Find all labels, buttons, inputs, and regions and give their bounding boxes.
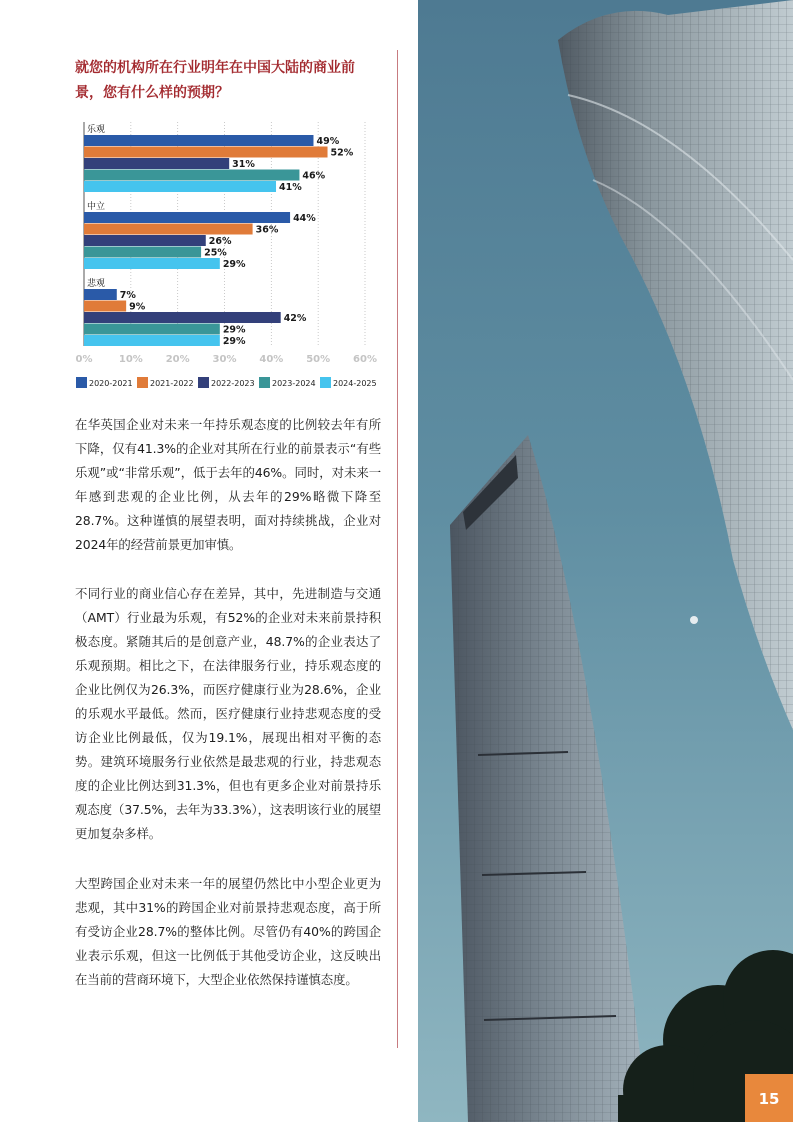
legend-swatch xyxy=(137,377,148,388)
body-paragraph-1: 在华英国企业对未来一年持乐观态度的比例较去年有所下降，仅有41.3%的企业对其所在行业的前景表示“有些乐观”或“非常乐观”，低于去年的46%。同时，对未来一年感到悲观的企业比例，从去年的29%略微下降至28.7%。这种谨慎的展望表明，面对持续挑战，企业对2024年的经营前景更加审慎。 xyxy=(75,417,381,552)
legend-label: 2023-2024 xyxy=(272,379,316,388)
legend-swatch xyxy=(320,377,331,388)
bar-chart xyxy=(66,116,386,372)
x-tick-label: 30% xyxy=(212,354,237,365)
data-label: 36% xyxy=(255,224,279,236)
x-tick-label: 50% xyxy=(306,354,331,365)
x-tick-label: 10% xyxy=(118,354,143,365)
x-tick-label: 60% xyxy=(353,354,377,365)
category-label: 乐观 xyxy=(87,125,106,135)
page-number-badge: 15 xyxy=(745,1074,793,1122)
skyscraper-illustration xyxy=(418,0,793,1122)
legend-item-2024-2025 xyxy=(320,377,377,389)
bar xyxy=(84,147,328,158)
bar xyxy=(84,247,201,258)
chart-title: 就您的机构所在行业明年在中国大陆的商业前景，您有什么样的预期？ xyxy=(75,60,355,101)
data-label: 29% xyxy=(222,324,246,336)
category-label: 悲观 xyxy=(87,279,106,289)
category-label: 中立 xyxy=(87,202,106,212)
body-paragraph-3: 大型跨国企业对未来一年的展望仍然比中小型企业更为悲观，其中31%的跨国企业对前景持悲观态度，高于所有受访企业28.7%的整体比例。尽管仍有40%的跨国企业表示乐观，但这一比例低于其他受访企业，这反映出在当前的营商环境下，大型企业依然保持谨慎态度。 xyxy=(75,876,381,987)
data-label: 7% xyxy=(119,290,136,301)
bar xyxy=(84,170,299,181)
x-tick-label: 40% xyxy=(259,354,284,365)
legend-item-2023-2024 xyxy=(259,377,316,389)
bar xyxy=(84,335,220,346)
data-label: 29% xyxy=(222,259,246,270)
data-label: 41% xyxy=(279,182,302,193)
bar xyxy=(84,324,220,335)
legend-item-2020-2021 xyxy=(76,377,133,389)
body-paragraph-2: 不同行业的商业信心存在差异，其中，先进制造与交通（AMT）行业最为乐观，有52%的企业对未来前景持积极态度。紧随其后的是创意产业，48.7%的企业表达了乐观预期。相比之下，在法律服务行业，持乐观态度的企业比例仅为26.3%，而医疗健康行业为28.6%，企业的乐观水平最低。然而，医疗健康行业持悲观态度的受访企业比例最低，仅为19.1%，展现出相对平衡的态势。建筑环境服务行业依然是最悲观的行业，持悲观态度的企业比例达到31.3%，但也有更多企业对前景持乐观态度（37.5%，去年为33.3%），这表明该行业的展望更加复杂多样。 xyxy=(75,586,381,841)
chart-legend xyxy=(76,377,396,391)
data-label: 42% xyxy=(283,313,307,324)
moon xyxy=(690,616,698,624)
legend-label: 2022-2023 xyxy=(211,379,255,388)
data-label: 49% xyxy=(316,136,340,147)
legend-item-2022-2023 xyxy=(198,377,255,389)
data-label: 31% xyxy=(232,159,255,170)
bar xyxy=(84,181,276,192)
bar xyxy=(84,212,290,223)
legend-swatch xyxy=(198,377,209,388)
bar xyxy=(84,158,229,169)
skyscraper-photo xyxy=(418,0,793,1122)
data-label: 9% xyxy=(129,301,146,313)
data-label: 29% xyxy=(222,336,246,347)
data-label: 44% xyxy=(293,213,316,224)
bar xyxy=(84,224,253,235)
bar xyxy=(84,235,206,246)
data-label: 25% xyxy=(204,247,227,259)
data-label: 26% xyxy=(208,236,232,247)
data-label: 46% xyxy=(302,170,326,182)
legend-label: 2024-2025 xyxy=(333,379,377,388)
x-tick-label: 20% xyxy=(165,354,190,365)
legend-swatch xyxy=(259,377,270,388)
legend-item-2021-2022 xyxy=(137,377,194,389)
bar xyxy=(84,135,313,146)
legend-swatch xyxy=(76,377,87,388)
legend-label: 2020-2021 xyxy=(89,379,133,388)
x-tick-label: 0% xyxy=(75,354,93,365)
bar xyxy=(84,258,220,269)
bar xyxy=(84,301,126,312)
data-label: 52% xyxy=(330,147,354,159)
column-divider xyxy=(397,50,398,1048)
bar xyxy=(84,312,281,323)
bar xyxy=(84,289,117,300)
legend-label: 2021-2022 xyxy=(150,379,194,388)
